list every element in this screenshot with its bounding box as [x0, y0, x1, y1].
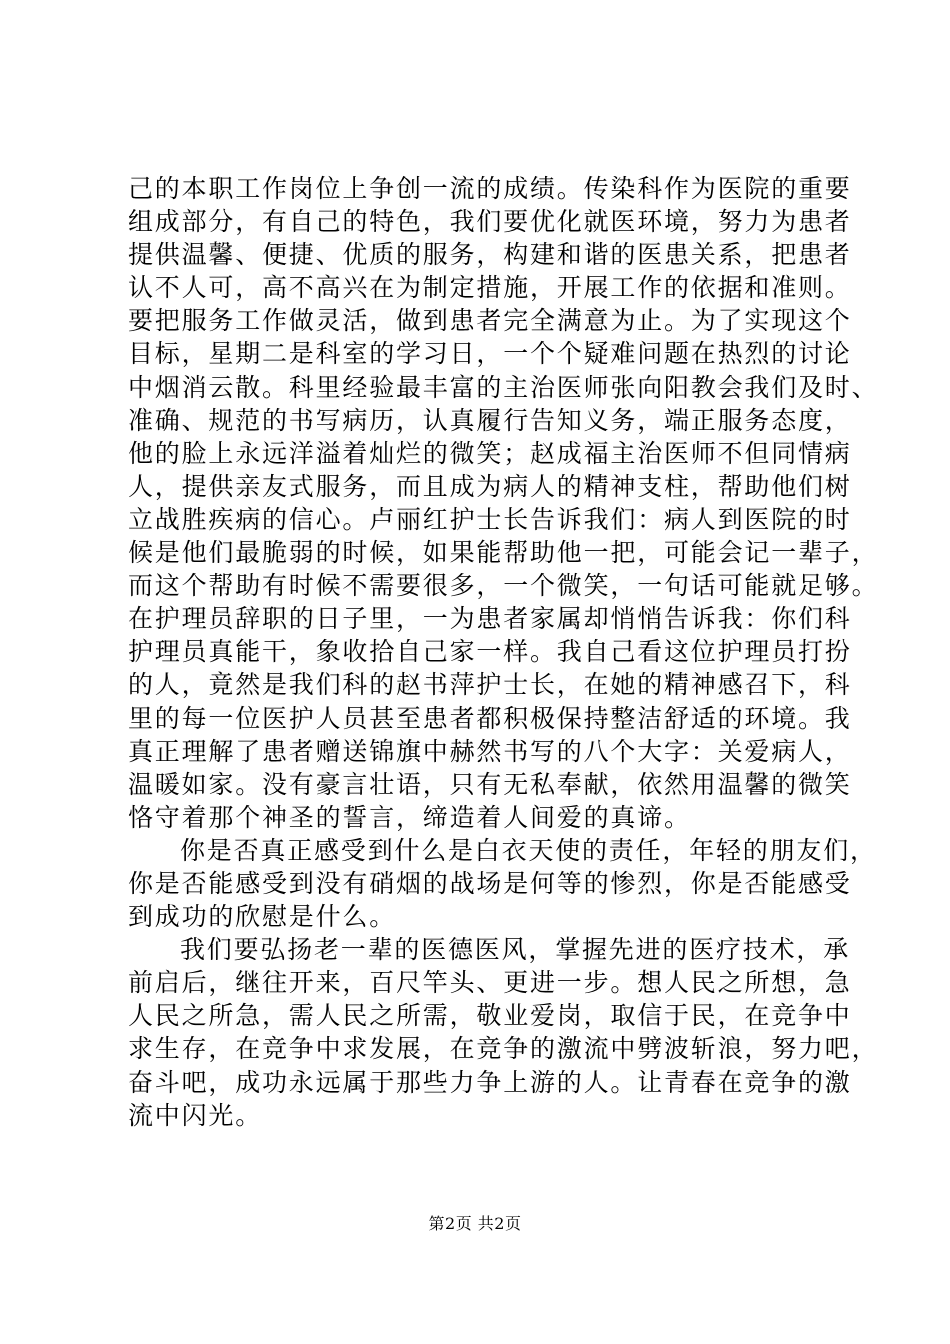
text-line: 准确、规范的书写病历，认真履行告知义务，端正服务态度，	[128, 405, 852, 435]
text-line: 人民之所急，需人民之所需，敬业爱岗，取信于民，在竞争中	[128, 1001, 852, 1031]
text-line: 立战胜疾病的信心。卢丽红护士长告诉我们：病人到医院的时	[128, 504, 852, 534]
text-line: 你是否能感受到没有硝烟的战场是何等的惨烈，你是否能感受	[128, 868, 852, 898]
text-line: 到成功的欣慰是什么。	[128, 902, 397, 932]
text-line: 流中闪光。	[128, 1100, 263, 1130]
text-line: 你是否真正感受到什么是白衣天使的责任，年轻的朋友们，	[180, 835, 877, 865]
text-line: 我们要弘扬老一辈的医德医风，掌握先进的医疗技术，承	[180, 935, 851, 965]
text-line: 的人，竟然是我们科的赵书萍护士长，在她的精神感召下，科	[128, 670, 852, 700]
text-line: 要把服务工作做灵活，做到患者完全满意为止。为了实现这个	[128, 306, 852, 336]
text-line: 人，提供亲友式服务，而且成为病人的精神支柱，帮助他们树	[128, 471, 852, 501]
text-line: 求生存，在竞争中求发展，在竞争的激流中劈波斩浪，努力吧，	[128, 1034, 879, 1064]
text-line: 认不人可，高不高兴在为制定措施，开展工作的依据和准则。	[128, 273, 852, 303]
paragraph	[128, 933, 879, 1132]
text-line: 中烟消云散。科里经验最丰富的主治医师张向阳教会我们及时、	[128, 372, 879, 402]
document-body	[128, 172, 879, 1132]
text-line: 候是他们最脆弱的时候，如果能帮助他一把，可能会记一辈子，	[128, 538, 879, 568]
text-line: 奋斗吧，成功永远属于那些力争上游的人。让青春在竞争的激	[128, 1067, 852, 1097]
text-line: 前启后，继往开来，百尺竿头、更进一步。想人民之所想，急	[128, 968, 852, 998]
text-line: 己的本职工作岗位上争创一流的成绩。传染科作为医院的重要	[128, 174, 852, 203]
page-number: 第2页 共2页	[428, 1214, 522, 1233]
paragraph	[128, 172, 879, 834]
text-line: 组成部分，有自己的特色，我们要优化就医环境，努力为患者	[128, 207, 852, 237]
text-line: 恪守着那个神圣的誓言，缔造着人间爱的真谛。	[128, 802, 691, 832]
text-line: 提供温馨、便捷、优质的服务，构建和谐的医患关系，把患者	[128, 240, 852, 270]
text-line: 里的每一位医护人员甚至患者都积极保持整洁舒适的环境。我	[128, 703, 852, 733]
text-line: 温暖如家。没有豪言壮语，只有无私奉献，依然用温馨的微笑	[128, 769, 852, 799]
text-line: 在护理员辞职的日子里，一为患者家属却悄悄告诉我：你们科	[128, 604, 852, 634]
text-line: 目标，星期二是科室的学习日，一个个疑难问题在热烈的讨论	[128, 339, 852, 369]
text-line: 护理员真能干，象收拾自己家一样。我自己看这位护理员打扮	[128, 637, 852, 667]
text-line: 他的脸上永远洋溢着灿烂的微笑；赵成福主治医师不但同情病	[128, 438, 852, 468]
text-line: 而这个帮助有时候不需要很多，一个微笑，一句话可能就足够。	[128, 571, 879, 601]
paragraph	[128, 834, 877, 933]
text-line: 真正理解了患者赠送锦旗中赫然书写的八个大字：关爱病人，	[128, 736, 852, 766]
